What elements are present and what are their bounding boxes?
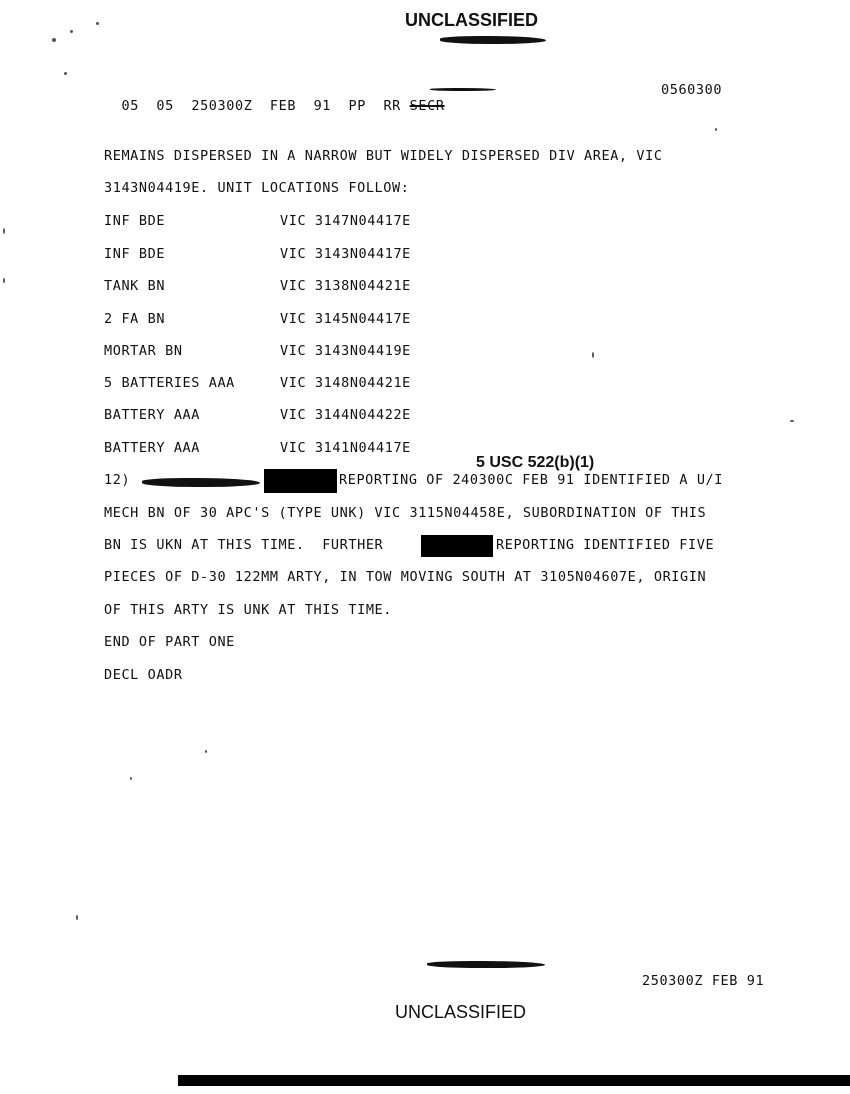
location-unit: TANK BN: [104, 278, 166, 294]
footer-dtg: 250300Z FEB 91: [642, 973, 765, 989]
classification-marking-top: UNCLASSIFIED: [405, 10, 539, 30]
foia-exemption-stamp: 5 USC 522(b)(1): [476, 454, 595, 471]
location-unit: INF BDE: [104, 213, 166, 229]
routing-seq1: 05: [121, 98, 139, 114]
routing-dtg: 250300Z: [191, 98, 253, 114]
location-coord: VIC 3144N04422E: [280, 407, 411, 423]
paragraph-line: REMAINS DISPERSED IN A NARROW BUT WIDELY DISPERSED DIV AREA, VIC: [104, 148, 663, 164]
declassification-line: DECL OADR: [104, 667, 183, 683]
location-unit: MORTAR BN: [104, 343, 183, 359]
paragraph-line: 3143N04419E. UNIT LOCATIONS FOLLOW:: [104, 180, 410, 196]
location-coord: VIC 3143N04417E: [280, 246, 411, 262]
scan-edge-bar: [178, 1075, 850, 1086]
scan-speck: [64, 72, 67, 75]
routing-prec1: PP: [348, 98, 366, 114]
scan-speck: [715, 128, 717, 131]
scan-speck: [205, 750, 207, 753]
classification-marking-bottom: UNCLASSIFIED: [395, 1002, 527, 1022]
routing-year: 91: [313, 98, 332, 114]
redacted-classification-top: [440, 36, 546, 44]
routing-month: FEB: [269, 98, 297, 114]
location-coord: VIC 3141N04417E: [280, 440, 411, 456]
location-coord: VIC 3148N04421E: [280, 375, 411, 391]
location-unit: 5 BATTERIES AAA: [104, 375, 235, 391]
scan-speck: [3, 228, 5, 234]
redacted-classification-bottom: [427, 961, 545, 968]
redaction-block: [421, 535, 493, 557]
scan-speck: [70, 30, 73, 33]
routing-struck-classification: SECR: [409, 98, 445, 114]
message-number: 0560300: [661, 82, 723, 98]
location-coord: VIC 3143N04419E: [280, 343, 411, 359]
item12-line: MECH BN OF 30 APC'S (TYPE UNK) VIC 3115N04458E, SUBORDINATION OF THIS: [104, 505, 707, 521]
location-unit: BATTERY AAA: [104, 440, 201, 456]
scan-speck: [592, 352, 594, 358]
routing-strike-bar: [430, 88, 496, 91]
location-unit: 2 FA BN: [104, 311, 166, 327]
scan-speck: [76, 915, 78, 920]
item12-line: OF THIS ARTY IS UNK AT THIS TIME.: [104, 602, 393, 618]
location-coord: VIC 3138N04421E: [280, 278, 411, 294]
location-unit: BATTERY AAA: [104, 407, 201, 423]
redacted-classification-scribble: [142, 478, 260, 487]
scan-speck: [96, 22, 99, 25]
routing-line: [104, 82, 445, 114]
item12-line3-head: BN IS UKN AT THIS TIME. FURTHER: [104, 537, 384, 553]
scan-speck: [790, 420, 794, 422]
routing-prec2: RR: [383, 98, 401, 114]
location-coord: VIC 3145N04417E: [280, 311, 411, 327]
end-of-part-line: END OF PART ONE: [104, 634, 235, 650]
redaction-block: [264, 469, 337, 493]
item-number: 12): [104, 472, 131, 488]
scan-speck: [52, 38, 56, 42]
item12-line1-tail: REPORTING OF 240300C FEB 91 IDENTIFIED A U/I: [339, 472, 724, 488]
location-unit: INF BDE: [104, 246, 166, 262]
item12-line: PIECES OF D-30 122MM ARTY, IN TOW MOVING SOUTH AT 3105N04607E, ORIGIN: [104, 569, 707, 585]
item12-line3-tail: REPORTING IDENTIFIED FIVE: [496, 537, 715, 553]
scan-speck: [3, 278, 5, 283]
location-coord: VIC 3147N04417E: [280, 213, 411, 229]
routing-seq2: 05: [156, 98, 174, 114]
scan-speck: [130, 777, 132, 780]
